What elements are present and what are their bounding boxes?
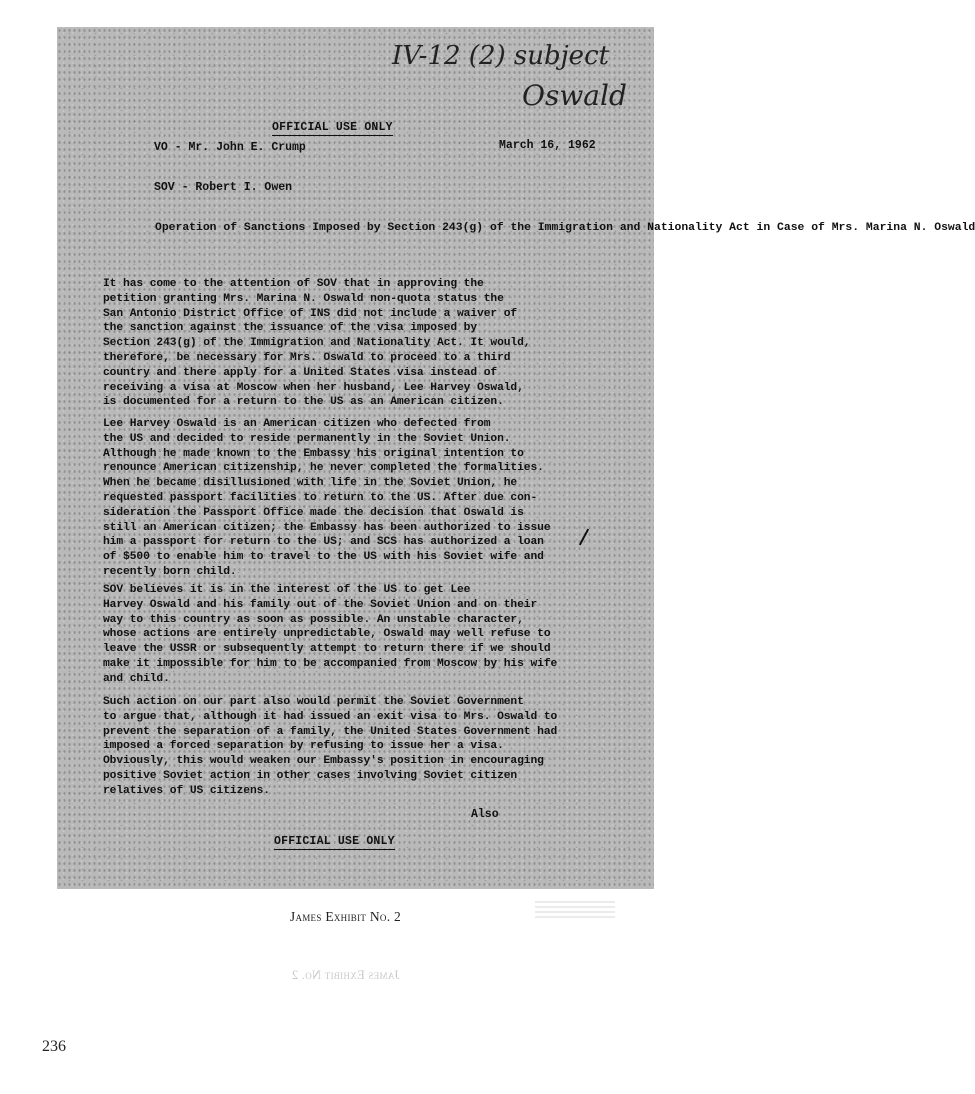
memo-paragraph: Such action on our part also would permit the Soviet Government to argue that, although it had issued an exit visa to Mrs. Oswald to prevent the separation of a family, the United States Government had imposed a forced separation by refusing to issue her a visa. Obviously, this would weaken our Embassy's position in encouraging positive Soviet action in other cases involving Soviet citizen relatives of US citizens. bbox=[103, 696, 558, 797]
memo-subject: Operation of Sanctions Imposed by Section 243(g) of the Immigration and Nationality Act in Case of Mrs. Marina N. Oswald bbox=[155, 222, 975, 234]
exhibit-caption: James Exhibit No. 2 bbox=[289, 909, 402, 924]
memo-date: March 16, 1962 bbox=[499, 139, 596, 152]
handwritten-reference: IV-12 (2) subject bbox=[392, 41, 610, 71]
margin-tick-mark bbox=[579, 529, 589, 546]
scanned-memo bbox=[57, 27, 975, 889]
memo-to: VO - Mr. John E. Crump bbox=[154, 141, 306, 154]
memo-paragraph: SOV believes it is in the interest of the US to get Lee Harvey Oswald and his family out of the Soviet Union and on their way to this country as soon as possible. An unstable character, whose actions are entirely unpredictable, Oswald may well refuse to leave the USSR or subsequently attempt to return there if we should make it impossible for him to be accompanied from Moscow by his wife and child. bbox=[103, 584, 558, 685]
page-number: 236 bbox=[42, 1038, 66, 1055]
mirrored-bleed-through-caption: James Exhibit No. 2 bbox=[291, 968, 400, 982]
handwritten-name: Oswald bbox=[522, 79, 627, 112]
classification-bottom: OFFICIAL USE ONLY bbox=[274, 835, 395, 848]
memo-paragraph: It has come to the attention of SOV that in approving the petition granting Mrs. Marina N. Oswald non-quota status the San Antonio District Office of INS did not include a waiver of the sanction against the issuance of the visa imposed by Section 243(g) of the Immigration and Nationality Act. It would, therefore, be necessary for Mrs. Oswald to proceed to a third country and there apply for a United States visa instead of receiving a visa at Moscow when her husband, Lee Harvey Oswald, is documented for a return to the US as an American citizen. bbox=[103, 278, 531, 409]
classification-top: OFFICIAL USE ONLY bbox=[272, 121, 393, 134]
continuation-word: Also bbox=[471, 808, 499, 821]
memo-paragraph: Lee Harvey Oswald is an American citizen who defected from the US and decided to reside permanently in the Soviet Union. Although he made known to the Embassy his original intention to renounce American citizenship, he never completed the formalities. When he became disillusioned with life in the Soviet Union, he requested passport facilities to return to the US. After due con- sideration the Passport Office made the decision that Oswald is still an American citizen; the Embassy has been authorized to issue him a passport for return to the US; and SCS has authorized a loan of $500 to enable him to travel to the US with his Soviet wife and recently born child. bbox=[103, 418, 551, 578]
memo-from: SOV - Robert I. Owen bbox=[154, 181, 293, 194]
